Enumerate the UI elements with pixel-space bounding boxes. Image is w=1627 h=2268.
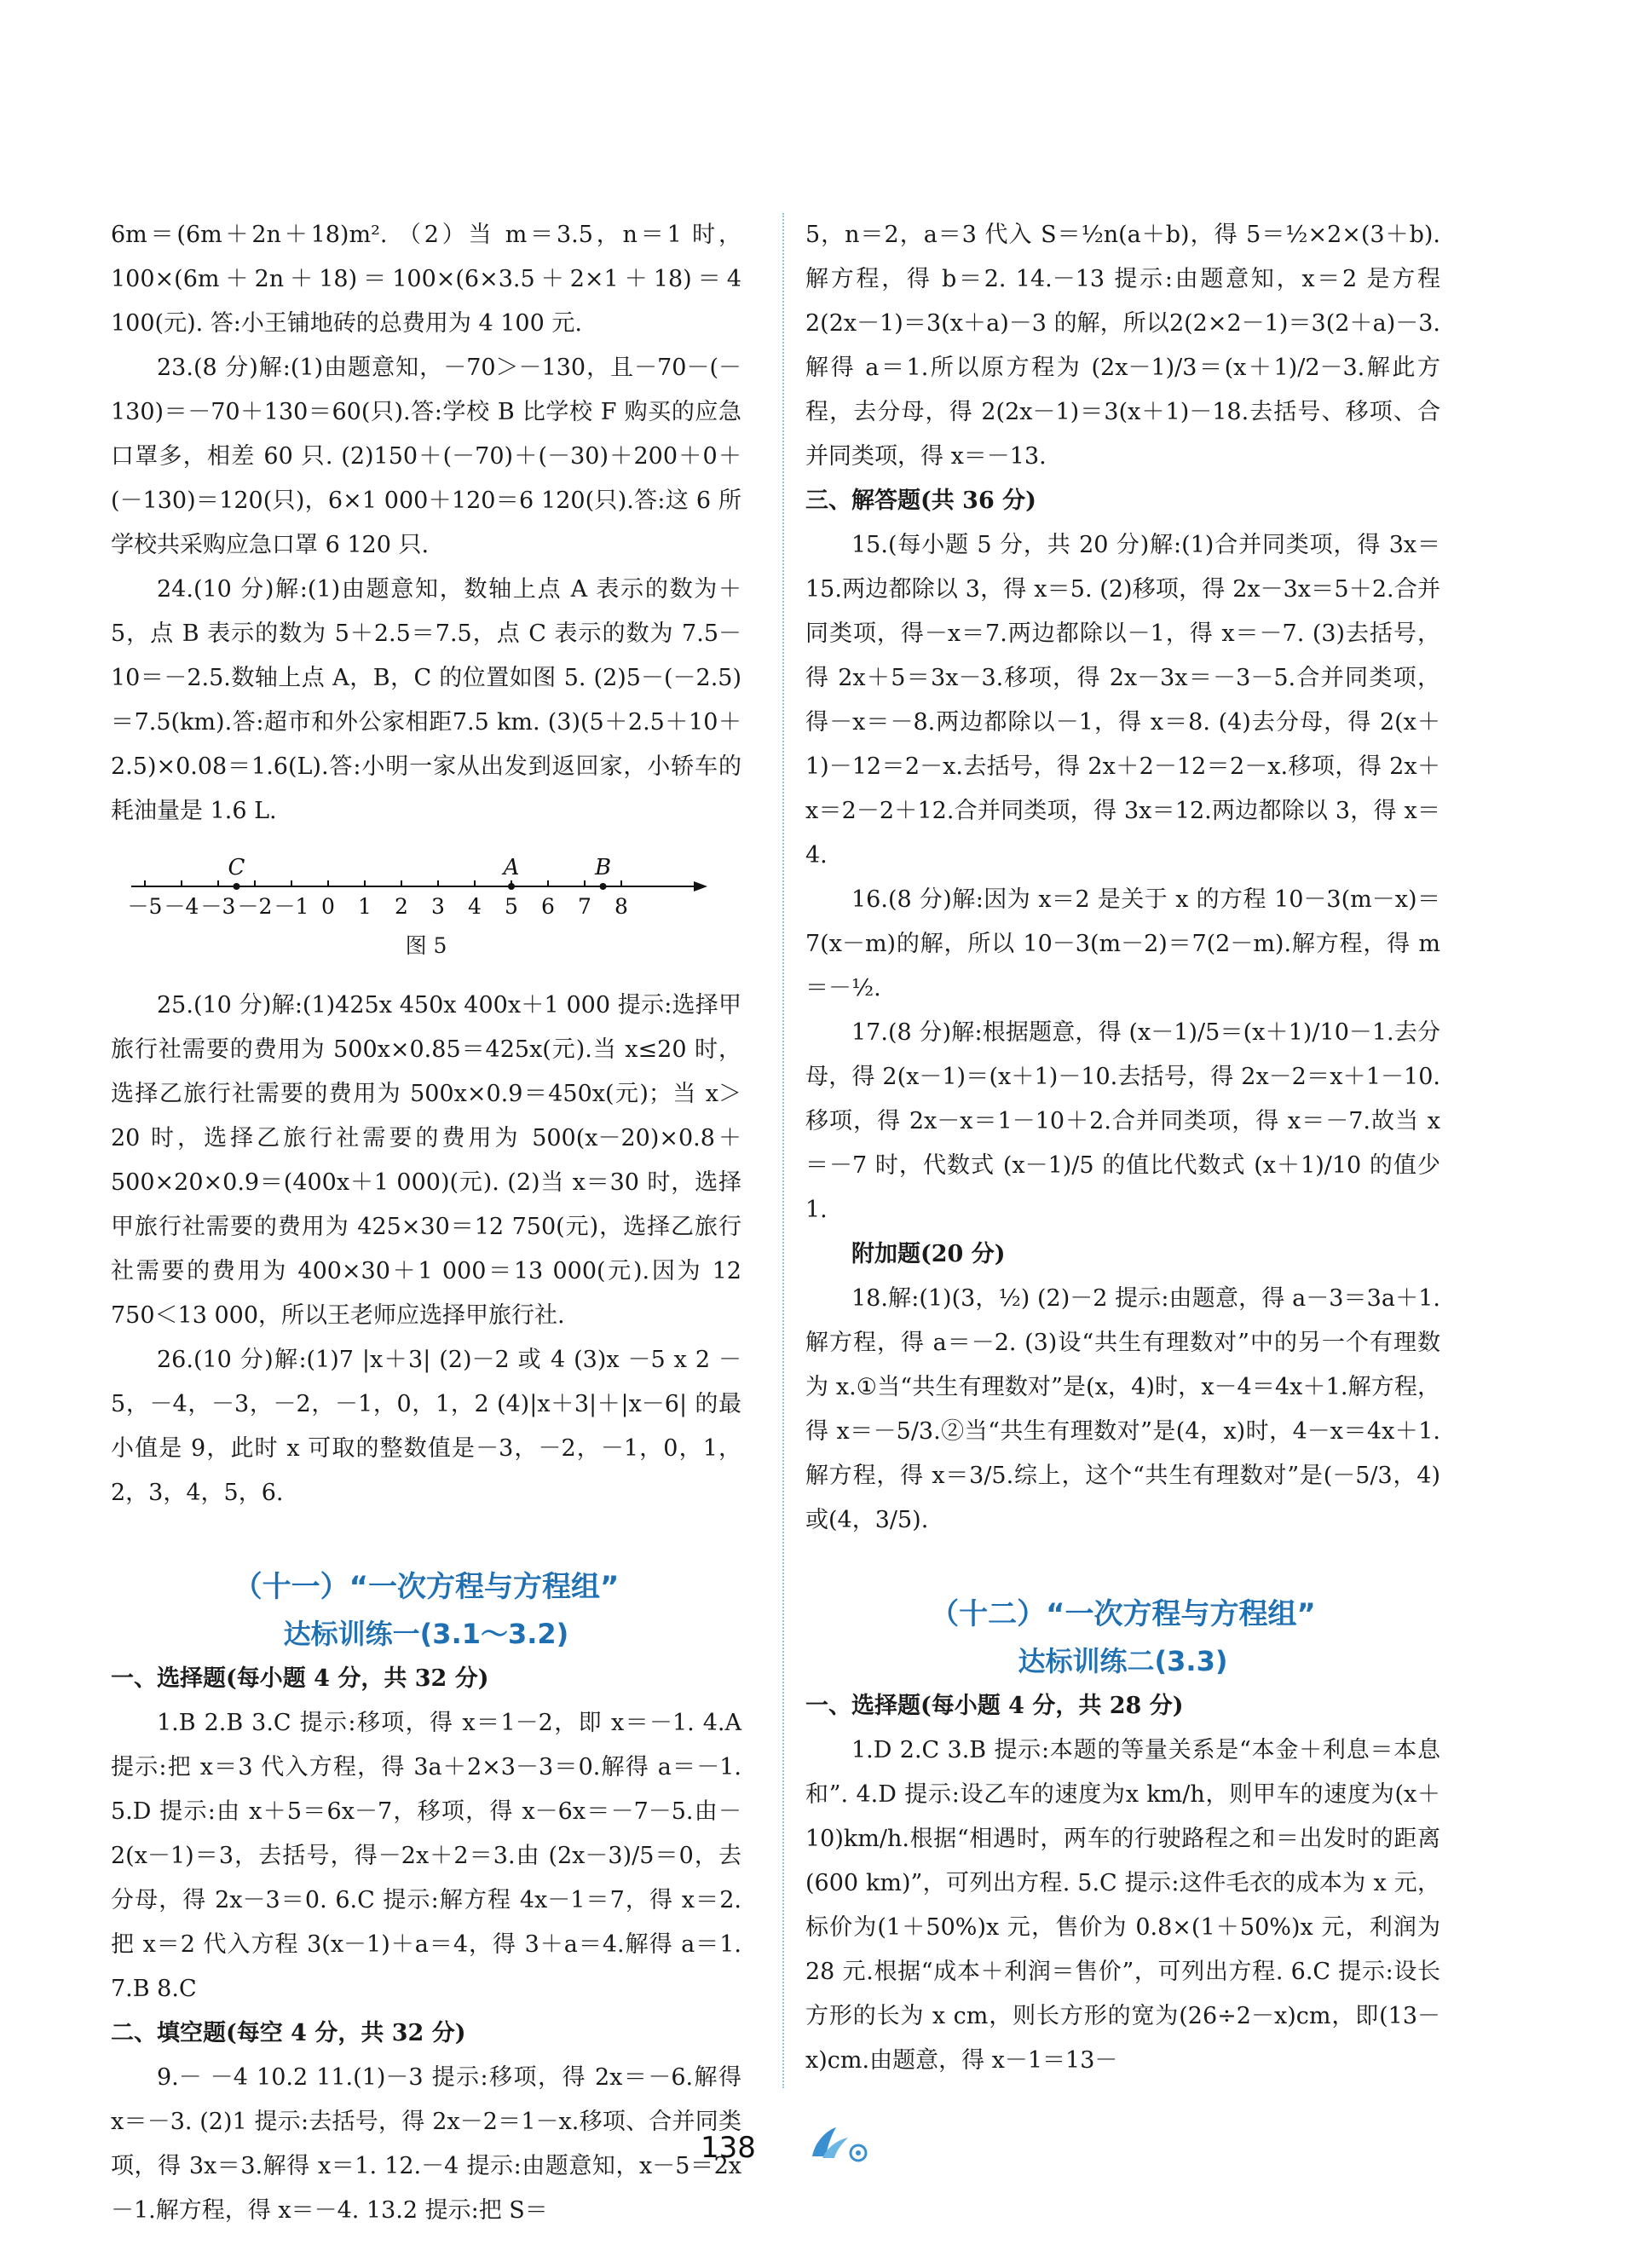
point-a bbox=[508, 883, 515, 890]
answers-choice-1-8: 1.B 2.B 3.C 提示:移项，得 x＝1－2，即 x＝－1. 4.A 提示:把 x＝3 代入方程，得 3a＋2×3－3＝0.解得 a＝－1. 5.D 提示:由 x＋5＝6x－7，移项，得 x－6x＝－7－5.由－2(x－1)＝3，去括号，得－2x＋2＝3.由 (2x－3)/5＝0，去分母，得 2x－3＝0. 6.C 提示:解方程 4x－1＝7，得 x＝2.把 x＝2 代入方程 3(x－1)＋a＝4，得 3＋a＝4.解得 a＝1. 7.B 8.C bbox=[111, 1710, 741, 2002]
point-label-a: A bbox=[503, 855, 520, 880]
number-line-arrow bbox=[694, 881, 707, 892]
answer-24: 24.(10 分)解:(1)由题意知，数轴上点 A 表示的数为＋5，点 B 表示的数为 5＋2.5＝7.5，点 C 表示的数为 7.5－10＝－2.5.数轴上点 A，B，C 的位置如图 5. (2)5－(－2.5)＝7.5(km).答:超市和外公家相距7.5 km. (3)(5＋2.5＋10＋2.5)×0.08＝1.6(L).答:小明一家从出发到返回家，小轿车的耗油量是 1.6 L. bbox=[111, 576, 741, 824]
number-line-svg bbox=[111, 834, 741, 929]
point-label-b: B bbox=[594, 855, 612, 880]
section-heading-choice-2: 一、选择题(每小题 4 分，共 28 分) bbox=[805, 1693, 1184, 1719]
chapter-subtitle-12: 达标训练二(3.3) bbox=[1018, 1645, 1228, 1677]
tick-label: 5 bbox=[505, 894, 518, 919]
answer-15: 15.(每小题 5 分，共 20 分)解:(1)合并同类项，得 3x＝15.两边都除以 3，得 x＝5. (2)移项，得 2x－3x＝5＋2.合并同类项，得－x＝7.两边都除以－1，得 x＝－7. (3)去括号，得 2x＋5＝3x－3.移项，得 2x－3x＝－3－5.合并同类项，得－x＝－8.两边都除以－1，得 x＝8. (4)去分母，得 2(x＋1)－12＝2－x.去括号，得 2x＋2－12＝2－x.移项，得 2x＋x＝2－2＋12.合并同类项，得 3x＝12.两边都除以 3，得 x＝4. bbox=[805, 532, 1440, 869]
answer-17: 17.(8 分)解:根据题意，得 (x－1)/5＝(x＋1)/10－1.去分母，得 2(x－1)＝(x＋1)－10.去括号，得 2x－2＝x＋1－10.移项，得 2x－x＝1－10＋2.合并同类项，得 x＝－7.故当 x＝－7 时，代数式 (x－1)/5 的值比代数式 (x＋1)/10 的值少 1. bbox=[805, 1019, 1440, 1223]
answer-13-14: 5，n＝2，a＝3 代入 S＝½n(a＋b)，得 5＝½×2×(3＋b).解方程，得 b＝2. 14.－13 提示:由题意知，x＝2 是方程 2(2x－1)＝3(x＋a)－3 的解，所以2(2×2－1)＝3(2＋a)－3.解得 a＝1.所以原方程为 (2x－1)/3＝(x＋1)/2－3.解此方程，去分母，得 2(2x－1)＝3(x＋1)－18.去括号、移项、合并同类项，得 x＝－13. bbox=[805, 222, 1440, 470]
section-heading-choice: 一、选择题(每小题 4 分，共 32 分) bbox=[111, 1665, 489, 1692]
tick-label: 4 bbox=[468, 894, 482, 919]
tick-label: 3 bbox=[431, 894, 445, 919]
number-line-figure bbox=[111, 834, 741, 929]
section-heading-solve: 三、解答题(共 36 分) bbox=[805, 488, 1036, 514]
column-divider bbox=[782, 213, 784, 2088]
right-column bbox=[805, 213, 1440, 2083]
section-heading-bonus: 附加题(20 分) bbox=[851, 1241, 1006, 1267]
answer-18: 18.解:(1)(3，½) (2)－2 提示:由题意，得 a－3＝3a＋1.解方程，得 a＝－2. (3)设“共生有理数对”中的另一个有理数为 x.①当“共生有理数对”是(x，4)时，x－4＝4x＋1.解方程，得 x＝－5/3.②当“共生有理数对”是(4，x)时，4－x＝4x＋1.解方程，得 x＝3/5.综上，这个“共生有理数对”是(－5/3，4)或(4，3/5). bbox=[805, 1285, 1440, 1533]
answer-16: 16.(8 分)解:因为 x＝2 是关于 x 的方程 10－3(m－x)＝7(x－m)的解，所以 10－3(m－2)＝7(2－m).解方程，得 m＝－½. bbox=[805, 886, 1440, 1001]
tick-label: －1 bbox=[274, 894, 309, 919]
section-heading-fill: 二、填空题(每空 4 分，共 32 分) bbox=[111, 2020, 466, 2046]
tick-label: －3 bbox=[200, 894, 236, 919]
point-b bbox=[600, 883, 607, 890]
chapter-title-11: （十一）“一次方程与方程组” bbox=[233, 1570, 620, 1604]
point-c bbox=[234, 883, 240, 890]
tick-label: 8 bbox=[614, 894, 628, 919]
point-label-c: C bbox=[228, 855, 245, 880]
tick-label: 7 bbox=[578, 894, 591, 919]
answer-25: 25.(10 分)解:(1)425x 450x 400x＋1 000 提示:选择甲旅行社需要的费用为 500x×0.85＝425x(元).当 x≤20 时，选择乙旅行社需要的费用为 500x×0.9＝450x(元)；当 x＞20 时，选择乙旅行社需要的费用为 500(x－20)×0.8＋500×20×0.9＝(400x＋1 000)(元). (2)当 x＝30 时，选择甲旅行社需要的费用为 425×30＝12 750(元)，选择乙旅行社需要的费用为 400×30＋1 000＝13 000(元).因为 12 750＜13 000，所以王老师应选择甲旅行社. bbox=[111, 992, 741, 1329]
tick-label: －2 bbox=[237, 894, 273, 919]
answer-23: 23.(8 分)解:(1)由题意知，－70＞－130，且－70－(－130)＝－70＋130＝60(只).答:学校 B 比学校 F 购买的应急口罩多，相差 60 只. (2)150＋(－70)＋(－30)＋200＋0＋(－130)＝120(只)，6×1 000＋120＝6 120(只).答:这 6 所学校共采购应急口罩 6 120 只. bbox=[111, 355, 741, 558]
answer-22-tail: 6m＝(6m＋2n＋18)m². （2）当 m＝3.5，n＝1 时，100×(6m＋2n＋18)＝100×(6×3.5＋2×1＋18)＝4 100(元). 答:小王铺地砖的总费用为 4 100 元. bbox=[111, 222, 741, 337]
answers-fill-9-13: 9.－ －4 10.2 11.(1)－3 提示:移项，得 2x＝－6.解得 x＝－3. (2)1 提示:去括号，得 2x－2＝1－x.移项、合并同类项，得 3x＝3.解得 x＝1. 12.－4 提示:由题意知，x－5＝2x－1.解方程，得 x＝－4. 13.2 提示:把 S＝ bbox=[111, 2064, 741, 2224]
chapter-title-12: （十二）“一次方程与方程组” bbox=[930, 1597, 1316, 1631]
tick-label: －5 bbox=[127, 894, 163, 919]
figure-caption: 图 5 bbox=[405, 933, 447, 958]
tick-label: 1 bbox=[358, 894, 372, 919]
answer-26: 26.(10 分)解:(1)7 |x＋3| (2)－2 或 4 (3)x －5 x 2 －5，－4，－3，－2，－1，0，1，2 (4)|x＋3|＋|x－6| 的最小值是 9，此时 x 可取的整数值是－3，－2，－1，0，1，2，3，4，5，6. bbox=[111, 1347, 741, 1506]
tick-label: 0 bbox=[321, 894, 335, 919]
tick-label: 2 bbox=[395, 894, 408, 919]
tick-label: －4 bbox=[164, 894, 199, 919]
left-column bbox=[111, 213, 741, 2233]
page-number: 138 bbox=[701, 2131, 756, 2165]
chapter-subtitle-11: 达标训练一(3.1～3.2) bbox=[283, 1618, 569, 1650]
answers-choice-1-6: 1.D 2.C 3.B 提示:本题的等量关系是“本金＋利息＝本息和”. 4.D 提示:设乙车的速度为x km/h，则甲车的速度为(x＋10)km/h.根据“相遇时，两车的行驶路程之和＝出发时的距离(600 km)”，可列出方程. 5.C 提示:这件毛衣的成本为 x 元，标价为(1＋50%)x 元，售价为 0.8×(1＋50%)x 元，利润为 28 元.根据“成本＋利润＝售价”，可列出方程. 6.C 提示:设长方形的长为 x cm，则长方形的宽为(26÷2－x)cm，即(13－x)cm.由题意，得 x－1＝13－ bbox=[805, 1737, 1441, 2074]
wing-swirl-icon bbox=[805, 2122, 874, 2165]
tick-label: 6 bbox=[541, 894, 555, 919]
